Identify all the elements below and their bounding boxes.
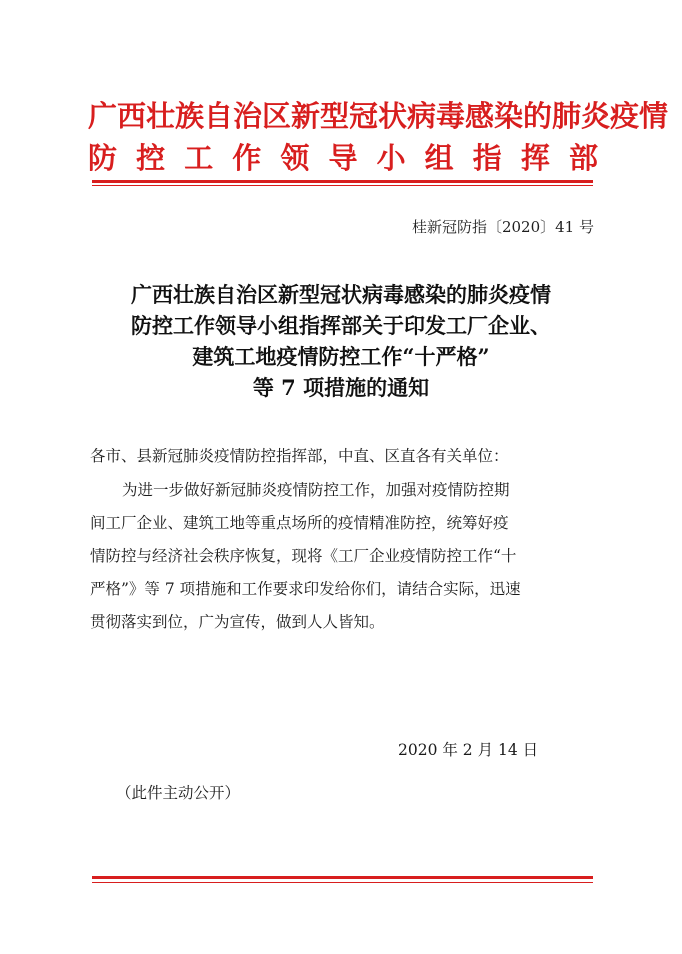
body-line: 贯彻落实到位，广为宣传，做到人人皆知。	[90, 613, 385, 631]
header-red-rule-thin	[92, 185, 593, 186]
document-title-line: 等 7 项措施的通知	[252, 375, 430, 400]
body-line: 为进一步做好新冠肺炎疫情防控工作，加强对疫情防控期	[122, 481, 510, 499]
document-title-line: 防控工作领导小组指挥部关于印发工厂企业、	[131, 313, 551, 338]
issuer-header-char: 导	[328, 141, 358, 175]
issuer-header-char: 控	[136, 141, 166, 175]
issuer-header-char: 防	[88, 141, 118, 175]
issuer-header-char: 部	[568, 141, 598, 175]
addressee: 各市、县新冠肺炎疫情防控指挥部，中直、区直各有关单位：	[90, 447, 509, 465]
body-paragraph	[90, 474, 596, 639]
document-title	[60, 279, 622, 403]
document-title-line: 广西壮族自治区新型冠状病毒感染的肺炎疫情	[131, 282, 551, 307]
issue-date: 2020 年 2 月 14 日	[398, 741, 539, 759]
issuer-header-char: 挥	[520, 141, 550, 175]
document-number: 桂新冠防指〔2020〕41 号	[411, 218, 594, 236]
issuer-header-line-2	[88, 141, 598, 175]
body-line: 情防控与经济社会秩序恢复，现将《工厂企业疫情防控工作“十	[90, 547, 517, 565]
document-title-line: 建筑工地疫情防控工作“十严格”	[192, 344, 490, 369]
issuer-header-char: 小	[376, 141, 406, 175]
issuer-header-line-1: 广西壮族自治区新型冠状病毒感染的肺炎疫情	[88, 99, 669, 133]
issuer-header-char: 领	[280, 141, 310, 175]
footer-red-rule-thin	[92, 882, 593, 883]
body-line: 严格”》等 7 项措施和工作要求印发给你们，请结合实际，迅速	[90, 580, 521, 598]
disclosure-note: （此件主动公开）	[116, 784, 241, 802]
issuer-header-char: 指	[472, 141, 502, 175]
issuer-header-char: 工	[184, 141, 214, 175]
issuer-header-char: 作	[232, 141, 262, 175]
body-line: 间工厂企业、建筑工地等重点场所的疫情精准防控，统筹好疫	[90, 514, 509, 532]
footer-red-rule-thick	[92, 876, 593, 879]
header-red-rule-thick	[92, 180, 593, 183]
issuer-header-char: 组	[424, 141, 454, 175]
